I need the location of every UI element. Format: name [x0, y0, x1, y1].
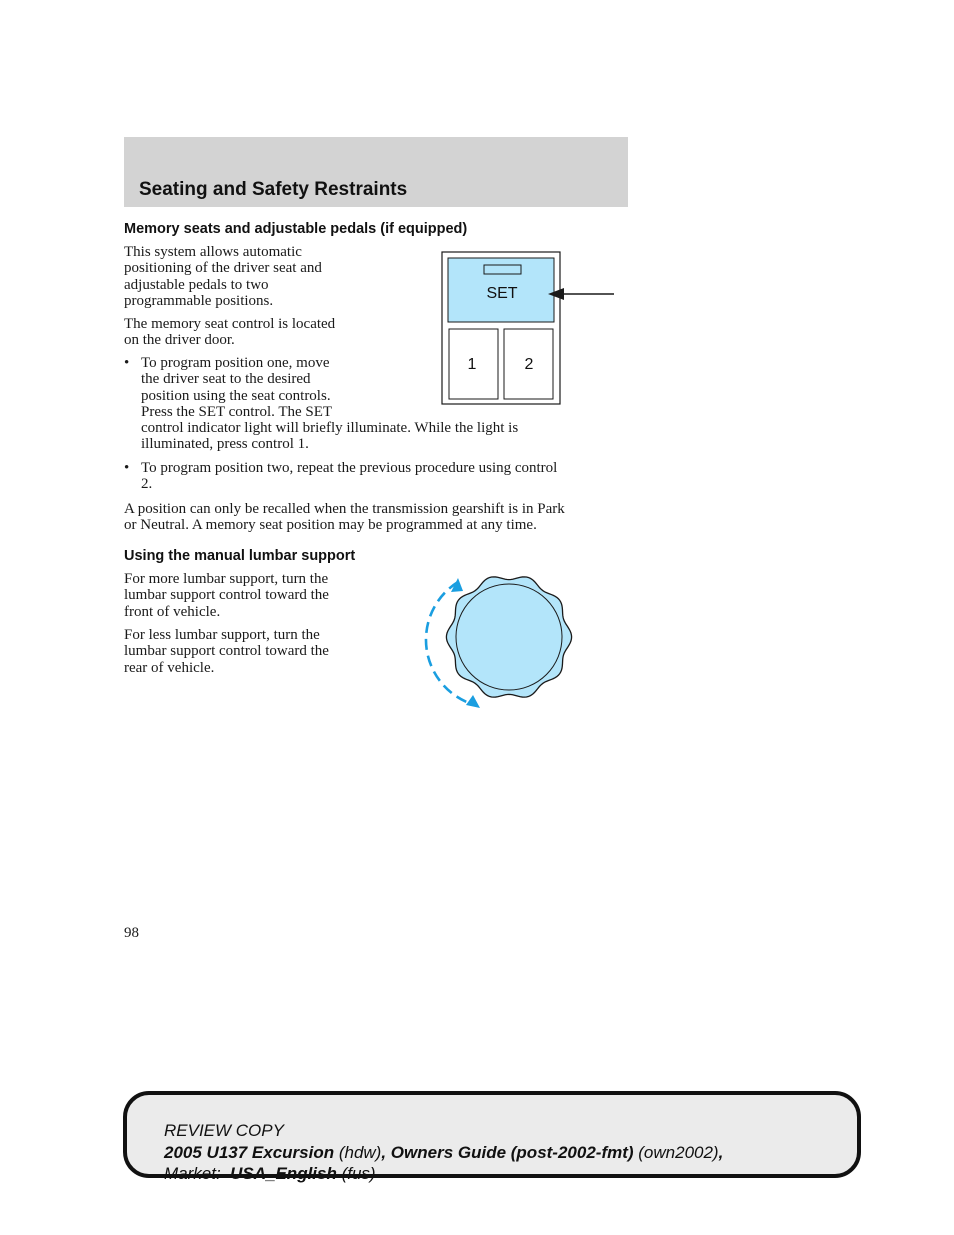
memory-seat-control-figure — [440, 250, 620, 408]
review-copy-footer — [123, 1091, 861, 1183]
lumbar-knob-figure — [420, 570, 580, 715]
button-2-label: 2 — [524, 356, 534, 373]
memory-para-1: This system allows automatic positioning of the driver seat and adjustable pedals to two programmable positions. — [124, 244, 322, 309]
bullet-dot: • — [124, 355, 130, 371]
lumbar-para-1: For more lumbar support, turn the lumbar support control toward the front of vehicle. — [124, 571, 329, 620]
footer-text: REVIEW COPY 2005 U137 Excursion (hdw), Owners Guide (post-2002-fmt) (own2002), Market: USA_English (fus) — [164, 1121, 724, 1183]
memory-bullet-1: • To program position one, move the driver seat to the desired position using the seat controls. Press the SET control. The SET control indicator light will briefly illuminate. While the light is illuminated, press control 1. — [124, 355, 519, 453]
memory-para-3: A position can only be recalled when the transmission gearshift is in Park or Neutral. A memory seat position may be programmed at any time. — [124, 501, 565, 534]
bullet-dot: • — [124, 460, 130, 476]
set-indicator-light — [484, 265, 521, 274]
section-header-band — [124, 137, 628, 207]
memory-bullet-2: • To program position two, repeat the previous procedure using control 2. — [124, 460, 558, 493]
button-1-label: 1 — [467, 356, 477, 373]
lumbar-heading: Using the manual lumbar support — [124, 548, 356, 564]
page-number: 98 — [124, 925, 139, 941]
memory-para-2: The memory seat control is located on the driver door. — [124, 316, 336, 349]
set-label: SET — [486, 285, 518, 302]
lumbar-knob — [446, 577, 571, 697]
section-title: Seating and Safety Restraints — [139, 179, 408, 200]
memory-seats-heading: Memory seats and adjustable pedals (if equipped) — [124, 221, 468, 237]
review-copy-label: REVIEW COPY — [164, 1121, 284, 1140]
lumbar-para-2: For less lumbar support, turn the lumbar support control toward the rear of vehicle. — [124, 627, 329, 676]
rotation-arrowhead-bottom — [466, 695, 480, 708]
